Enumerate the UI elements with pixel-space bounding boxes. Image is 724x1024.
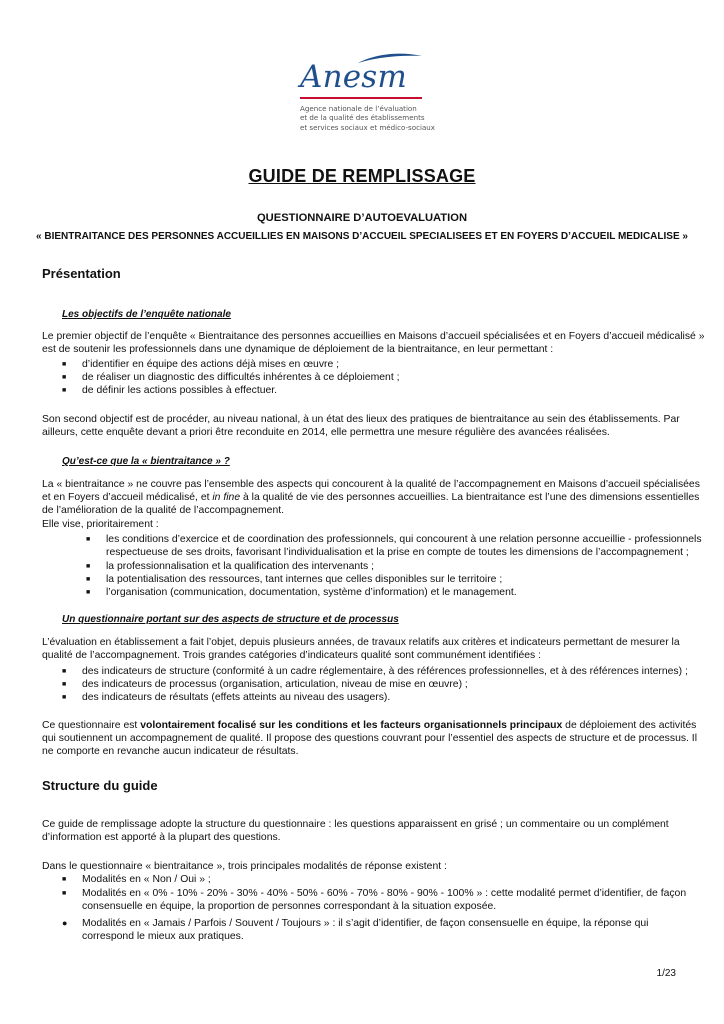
subheading-bientraitance: Qu’est-ce que la « bientraitance » ?: [62, 456, 230, 467]
list-item: ■ Modalités en « 0% - 10% - 20% - 30% - 40% - 50% - 60% - 70% - 80% - 90% - 100% » : cette modalité permet d’identifier, de façon consensuelle en équipe, la proportion de personnes correspondant à la situation exposée.: [62, 888, 687, 913]
document-title: GUIDE DE REMPLISSAGE: [248, 166, 476, 186]
paragraph-bientraitance: La « bientraitance » ne couvre pas l’ensemble des aspects qui concourent à la qualité de l’accompagnement en Maisons d’accueil spécialisées et en Foyers d’accueil médicalisé, et in fine à la qualité de vie des personnes accueillies. La bientraitance est l’une des dimensions essentielles de l’amélioration de la qualité de l’accompagnement. Elle vise, prioritairement :: [42, 479, 700, 530]
square-bullet-icon: ■: [62, 890, 67, 897]
round-bullet-icon: ●: [62, 918, 68, 928]
square-bullet-icon: ■: [86, 536, 91, 543]
square-bullet-icon: ■: [62, 681, 67, 688]
paragraph-objectifs-second: Son second objectif est de procéder, au niveau national, à un état des lieux des pratiques de bientraitance au sein des établissements. Par ailleurs, cette enquête devant a priori être reconduite en 2014, elle permettra une mesure régulière des avancées réalisées.: [42, 414, 680, 439]
document-subtitle-scope: « BIENTRAITANCE DES PERSONNES ACCUEILLIES EN MAISONS D’ACCUEIL SPECIALISEES ET EN FOYERS D’ACCUEIL MEDICALISE »: [36, 231, 688, 242]
paragraph-modalites-intro: Dans le questionnaire « bientraitance », trois principales modalités de réponse existent :: [42, 861, 447, 872]
subheading-structure-processus: Un questionnaire portant sur des aspects de structure et de processus: [62, 614, 399, 625]
square-bullet-icon: ■: [86, 589, 91, 596]
list-item: ■ les conditions d’exercice et de coordination des professionnels, qui concourent à une relation personne accueillie - professionnels respectueuse de ses droits, favorisant l’individualisation et la prise en compte de toutes les dimensions de l’accompagnement ;: [86, 534, 702, 559]
square-bullet-icon: ■: [86, 576, 91, 583]
square-bullet-icon: ■: [62, 668, 67, 675]
section-heading-presentation: Présentation: [42, 266, 121, 281]
document-subtitle: QUESTIONNAIRE D’AUTOEVALUATION: [256, 212, 468, 224]
logo-rule: [300, 97, 422, 99]
list-item: ● Modalités en « Jamais / Parfois / Souvent / Toujours » : il s’agit d’identifier, de façon consensuelle en équipe, la réponse qui correspond le mieux aux pratiques.: [62, 918, 649, 943]
square-bullet-icon: ■: [62, 694, 67, 701]
logo-subtitle: Agence nationale de l’évaluation et de la qualité des établissements et services sociaux et médico-sociaux: [300, 104, 435, 132]
paragraph-questionnaire-focus: Ce questionnaire est volontairement focalisé sur les conditions et les facteurs organisationnels principaux de déploiement des activités qui soutiennent un accompagnement de qualité. Il propose des questions couvrant pour l’essentiel des aspects de structure et de processus. Il ne comporte en revanche aucun indicateur de résultats.: [42, 720, 698, 758]
logo-wordmark: Anesm: [300, 59, 408, 95]
section-heading-structure-guide: Structure du guide: [42, 778, 158, 793]
square-bullet-icon: ■: [62, 361, 67, 368]
document-page: Anesm Agence nationale de l’évaluation et de la qualité des établissements et services sociaux et médico-sociaux GUIDE DE REMPLISSAGE QUESTIONNAIRE D’AUTOEVALUATION « BIENTRAITANCE DES PERSONNES ACCUEILLIES EN MAISONS D’ACCUEIL SPECIALISEES ET EN FOYERS D’ACCUEIL MEDICALISE » Présentation Les objectifs de l’enquête nationale Le premier objectif de l’enquête « Bientraitance des personnes accueillies en Maisons d’accueil spécialisées et en Foyers d’accueil médicalisé » est de soutenir les professionnels dans une dynamique de déploiement de la bientraitance, en leur permettant : ■ d’identifier en équipe des actions déjà mises en œuvre ; ■ de réaliser un diagnostic des difficultés inhérentes à ce déploiement ; ■ de définir les actions possibles à effectuer. Son second objectif est de procéder, au niveau national, à un état des lieux des pratiques de bientraitance au sein des établissements. Par ailleurs, cette enquête devant a priori être reconduite en 2014, elle permettra une mesure régulière des avancées réalisées. Qu’est-ce que la « bientraitance » ? La « bientraitance » ne couvre pas l’ensemble des aspects qui concourent à la qualité de l’accompagnement en Maisons d’accueil spécialisées et en Foyers d’accueil médicalisé, et in fine à la qualité de vie des personnes accueillies. La bientraitance est l’une des dimensions essentielles de l’amélioration de la qualité de l’accompagnement. Elle vise, prioritairement : ■ les conditions d’exercice et de coordination des professionnels, qui concourent à une relation personne accueillie - professionnels respectueuse de ses droits, favorisant l’individualisation et la prise en compte de toutes les dimensions de l’accompagnement ; ■ la professionnalisation et la qualification des intervenants ; ■ la potentialisation des ressources, tant internes que celles disponibles sur le territoire ; ■ l’organisation (communication, documentation, système d’information) et le management. Un questionnaire portant sur des aspects de structure et de processus L’évaluation en établissement a fait l’objet, depuis plusieurs années, de travaux relatifs aux critères et indicateurs permettant de mesurer la qualité de l’accompagnement. Trois grandes catégories d’indicateurs qualité sont communément identifiées : ■ des indicateurs de structure (conformité à un cadre réglementaire, à des références professionnelles, et à des références internes) ; ■ des indicateurs de processus (organisation, articulation, niveau de mise en œuvre) ; ■ des indicateurs de résultats (effets atteints au niveau des usagers). Ce questionnaire est volontairement focalisé sur les conditions et les facteurs organisationnels principaux de déploiement des activités qui soutiennent un accompagnement de qualité. Il propose des questions couvrant pour l’essentiel des aspects de structure et de processus. Il ne comporte en revanche aucun indicateur de résultats. Structure du guide Ce guide de remplissage adopte la structure du questionnaire : les questions apparaissent en grisé ; un commentaire ou un complément d’information est apporté à la plupart des questions. Dans le questionnaire « bientraitance », trois principales modalités de réponse existent : ■ Modalités en « Non / Oui » ; ■ Modalités en « 0% - 10% - 20% - 30% - 40% - 50% - 60% - 70% - 80% - 90% - 100% » : cette modalité permet d’identifier, de façon consensuelle en équipe, la proportion de personnes correspondant à la situation exposée. ● Modalités en « Jamais / Parfois / Souvent / Toujours » : il s’agit d’identifier, de façon consensuelle en équipe, la réponse qui correspond le mieux aux pratiques. 1/23: [0, 0, 724, 1024]
paragraph-structure-processus: L’évaluation en établissement a fait l’objet, depuis plusieurs années, de travaux relatifs aux critères et indicateurs permettant de mesurer la qualité de l’accompagnement. Trois grandes catégories d’indicateurs qualité sont communément identifiées :: [42, 637, 680, 662]
square-bullet-icon: ■: [62, 374, 67, 381]
paragraph-guide-structure: Ce guide de remplissage adopte la structure du questionnaire : les questions apparaissent en grisé ; un commentaire ou un complément d’information est apporté à la plupart des questions.: [42, 819, 669, 844]
paragraph-objectifs-intro: Le premier objectif de l’enquête « Bientraitance des personnes accueillies en Maisons d’accueil spécialisées et en Foyers d’accueil médicalisé » est de soutenir les professionnels dans une dynamique de déploiement de la bientraitance, en leur permettant :: [42, 331, 705, 356]
square-bullet-icon: ■: [62, 876, 67, 883]
subheading-objectifs: Les objectifs de l’enquête nationale: [62, 309, 231, 320]
anesm-logo: [300, 52, 435, 132]
square-bullet-icon: ■: [62, 387, 67, 394]
page-number: 1/23: [656, 968, 676, 979]
square-bullet-icon: ■: [86, 563, 91, 570]
